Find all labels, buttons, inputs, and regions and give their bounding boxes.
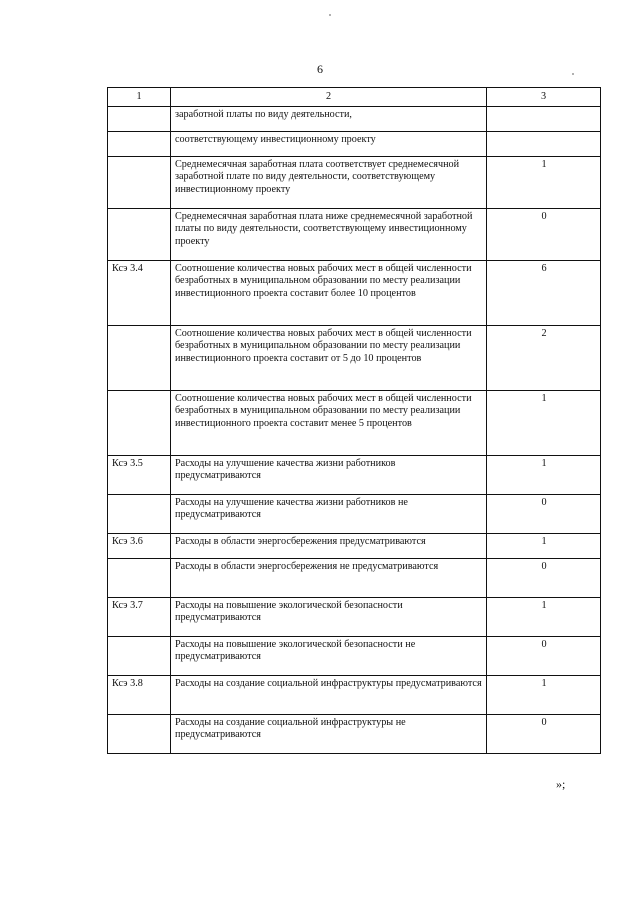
criterion-code: Ксэ 3.5 xyxy=(108,455,171,494)
criterion-text: заработной платы по виду деятельности, xyxy=(171,106,487,131)
criterion-text: Соотношение количества новых рабочих мест в общей численности безработных в муниципальном образовании по месту реализации инвестиционного проекта составит от 5 до 10 процентов xyxy=(171,325,487,390)
criterion-score: 1 xyxy=(487,597,601,636)
scan-speck xyxy=(329,14,331,16)
criterion-text: Расходы на повышение экологической безопасности предусматриваются xyxy=(171,597,487,636)
page-number: 6 xyxy=(317,62,323,76)
criterion-text: соответствующему инвестиционному проекту xyxy=(171,131,487,156)
column-header: 2 xyxy=(171,88,487,107)
criterion-text: Расходы в области энергосбережения предусматриваются xyxy=(171,533,487,558)
criterion-code: Ксэ 3.6 xyxy=(108,533,171,558)
criterion-text: Соотношение количества новых рабочих мест в общей численности безработных в муниципальном образовании по месту реализации инвестиционного проекта составит менее 5 процентов xyxy=(171,390,487,455)
criterion-score: 0 xyxy=(487,558,601,597)
criterion-score: 0 xyxy=(487,494,601,533)
table-row xyxy=(108,558,601,597)
criterion-text: Среднемесячная заработная плата соответствует среднемесячной заработной плате по виду деятельности, соответствующему инвестиционному проекту xyxy=(171,156,487,208)
table-row xyxy=(108,106,601,131)
column-header: 1 xyxy=(108,88,171,107)
criterion-code xyxy=(108,106,171,131)
criterion-score: 0 xyxy=(487,208,601,260)
criterion-score: 0 xyxy=(487,636,601,675)
closing-quote-mark: »; xyxy=(556,777,566,791)
table-row xyxy=(108,533,601,558)
criterion-code xyxy=(108,558,171,597)
criterion-text: Расходы на улучшение качества жизни работников не предусматриваются xyxy=(171,494,487,533)
criterion-text: Среднемесячная заработная плата ниже среднемесячной заработной платы по виду деятельности, соответствующему инвестиционному проекту xyxy=(171,208,487,260)
table-header-row xyxy=(108,88,601,107)
table-row xyxy=(108,208,601,260)
criterion-text: Расходы на улучшение качества жизни работников предусматриваются xyxy=(171,455,487,494)
criterion-score: 1 xyxy=(487,533,601,558)
criterion-text: Расходы в области энергосбережения не предусматриваются xyxy=(171,558,487,597)
criterion-score: 1 xyxy=(487,455,601,494)
criterion-code xyxy=(108,131,171,156)
criterion-text: Расходы на создание социальной инфраструктуры не предусматриваются xyxy=(171,714,487,753)
table-row xyxy=(108,494,601,533)
table-row xyxy=(108,325,601,390)
criterion-code xyxy=(108,390,171,455)
criterion-score: 1 xyxy=(487,675,601,714)
criterion-code xyxy=(108,208,171,260)
criterion-code: Ксэ 3.8 xyxy=(108,675,171,714)
criterion-score: 1 xyxy=(487,390,601,455)
criterion-score xyxy=(487,131,601,156)
table-row xyxy=(108,597,601,636)
criterion-code xyxy=(108,325,171,390)
criterion-code: Ксэ 3.7 xyxy=(108,597,171,636)
criterion-score: 1 xyxy=(487,156,601,208)
table-row xyxy=(108,390,601,455)
column-header: 3 xyxy=(487,88,601,107)
criterion-text: Соотношение количества новых рабочих мест в общей численности безработных в муниципальном образовании по месту реализации инвестиционного проекта составит более 10 процентов xyxy=(171,260,487,325)
table-row xyxy=(108,636,601,675)
criterion-score: 0 xyxy=(487,714,601,753)
criterion-score xyxy=(487,106,601,131)
criterion-code xyxy=(108,156,171,208)
criterion-code xyxy=(108,494,171,533)
criterion-score: 6 xyxy=(487,260,601,325)
table-row xyxy=(108,156,601,208)
criterion-text: Расходы на создание социальной инфраструктуры предусматриваются xyxy=(171,675,487,714)
criterion-text: Расходы на повышение экологической безопасности не предусматриваются xyxy=(171,636,487,675)
criterion-code xyxy=(108,714,171,753)
table-row xyxy=(108,260,601,325)
criteria-table xyxy=(107,87,601,754)
criterion-code: Ксэ 3.4 xyxy=(108,260,171,325)
criterion-code xyxy=(108,636,171,675)
criterion-score: 2 xyxy=(487,325,601,390)
table-row xyxy=(108,131,601,156)
table-row xyxy=(108,675,601,714)
table-row xyxy=(108,714,601,753)
table-row xyxy=(108,455,601,494)
